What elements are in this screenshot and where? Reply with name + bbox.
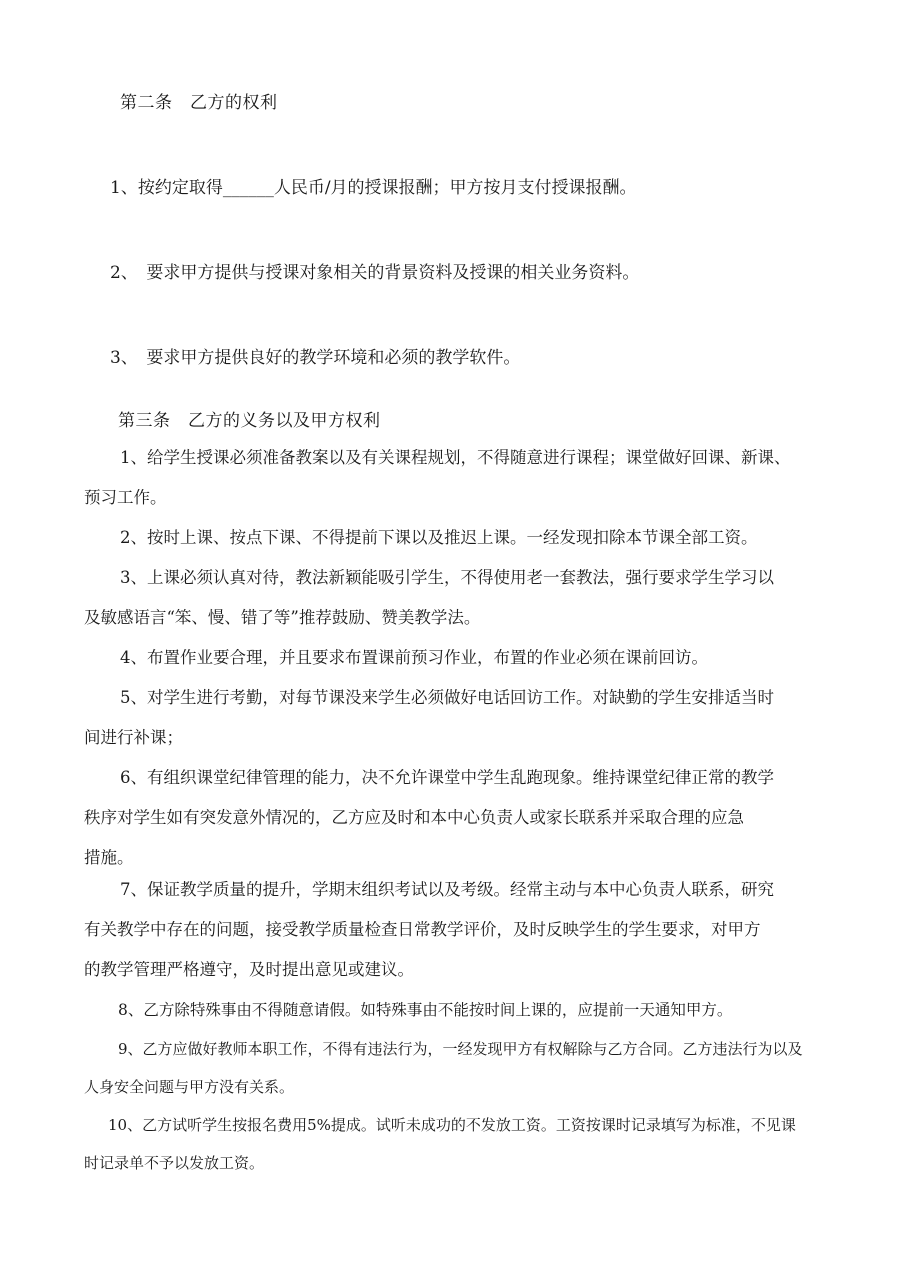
article3-item-8-line-1: 8、乙方除特殊事由不得随意请假。如特殊事由不能按时间上课的，应提前一天通知甲方。	[118, 1001, 733, 1019]
article3-item-6	[84, 758, 829, 878]
article3-item-6-line-2: 秩序对学生如有突发意外情况的，乙方应及时和本中心负责人或家长联系并采取合理的应急	[84, 808, 744, 827]
article3-item-3	[84, 558, 829, 638]
article3-item-6-line-1: 6、有组织课堂纪律管理的能力，决不允许课堂中学生乱跑现象。维持课堂纪律正常的教学	[120, 768, 774, 787]
article3-item-1	[84, 438, 829, 518]
article3-item-3-line-2: 及敏感语言“笨、慢、错了等”推荐鼓励、赞美教学法。	[84, 608, 481, 627]
article3-item-1-line-1: 1、给学生授课必须准备教案以及有关课程规划，不得随意进行课程；课堂做好回课、新课、	[120, 448, 791, 467]
article3-item-10	[84, 1106, 829, 1182]
article3-item-5	[84, 678, 829, 758]
article3-item-10-line-1: 10、乙方试听学生按报名费用5%提成。试听未成功的不发放工资。工资按课时记录填写为标准，不见课	[108, 1116, 796, 1134]
article3-title: 第三条 乙方的义务以及甲方权利	[118, 411, 381, 431]
article3-item-9	[84, 1030, 829, 1106]
article2-title: 第二条 乙方的权利	[120, 93, 278, 113]
article3-item-5-line-1: 5、对学生进行考勤，对每节课没来学生必须做好电话回访工作。对缺勤的学生安排适当时	[120, 688, 774, 707]
article3-item-2	[84, 518, 829, 558]
article3-item-7-line-1: 7、保证教学质量的提升，学期末组织考试以及考级。经常主动与本中心负责人联系，研究	[120, 880, 774, 899]
article2-item-3: 3、 要求甲方提供良好的教学环境和必须的教学软件。	[110, 348, 521, 368]
article3-item-10-line-2: 时记录单不予以发放工资。	[84, 1154, 265, 1172]
article3-item-2-line-1: 2、按时上课、按点下课、不得提前下课以及推迟上课。一经发现扣除本节课全部工资。	[120, 528, 758, 547]
article2-item-2: 2、 要求甲方提供与授课对象相关的背景资料及授课的相关业务资料。	[110, 263, 640, 283]
article3-item-9-line-2: 人身安全问题与甲方没有关系。	[84, 1078, 295, 1096]
article3-item-1-line-2: 预习工作。	[84, 488, 167, 507]
article3-item-7-line-3: 的教学管理严格遵守，及时提出意见或建议。	[84, 960, 414, 979]
article2-item-1: 1、按约定取得______人民币/月的授课报酬；甲方按月支付授课报酬。	[110, 178, 637, 198]
article3-item-4-line-1: 4、布置作业要合理，并且要求布置课前预习作业，布置的作业必须在课前回访。	[120, 648, 708, 667]
article3-item-9-line-1: 9、乙方应做好教师本职工作，不得有违法行为，一经发现甲方有权解除与乙方合同。乙方违法行为以及	[118, 1040, 803, 1058]
article3-item-7-line-2: 有关教学中存在的问题，接受教学质量检查日常教学评价，及时反映学生的学生要求，对甲方	[84, 920, 761, 939]
article3-item-4	[84, 638, 829, 678]
article3-item-8	[84, 990, 829, 1030]
article3-item-5-line-2: 间进行补课；	[84, 728, 183, 747]
article3-item-6-line-3: 措施。	[84, 848, 134, 867]
article3-item-7	[84, 870, 829, 990]
article3-item-3-line-1: 3、上课必须认真对待，教法新颖能吸引学生，不得使用老一套教法，强行要求学生学习以	[120, 568, 774, 587]
